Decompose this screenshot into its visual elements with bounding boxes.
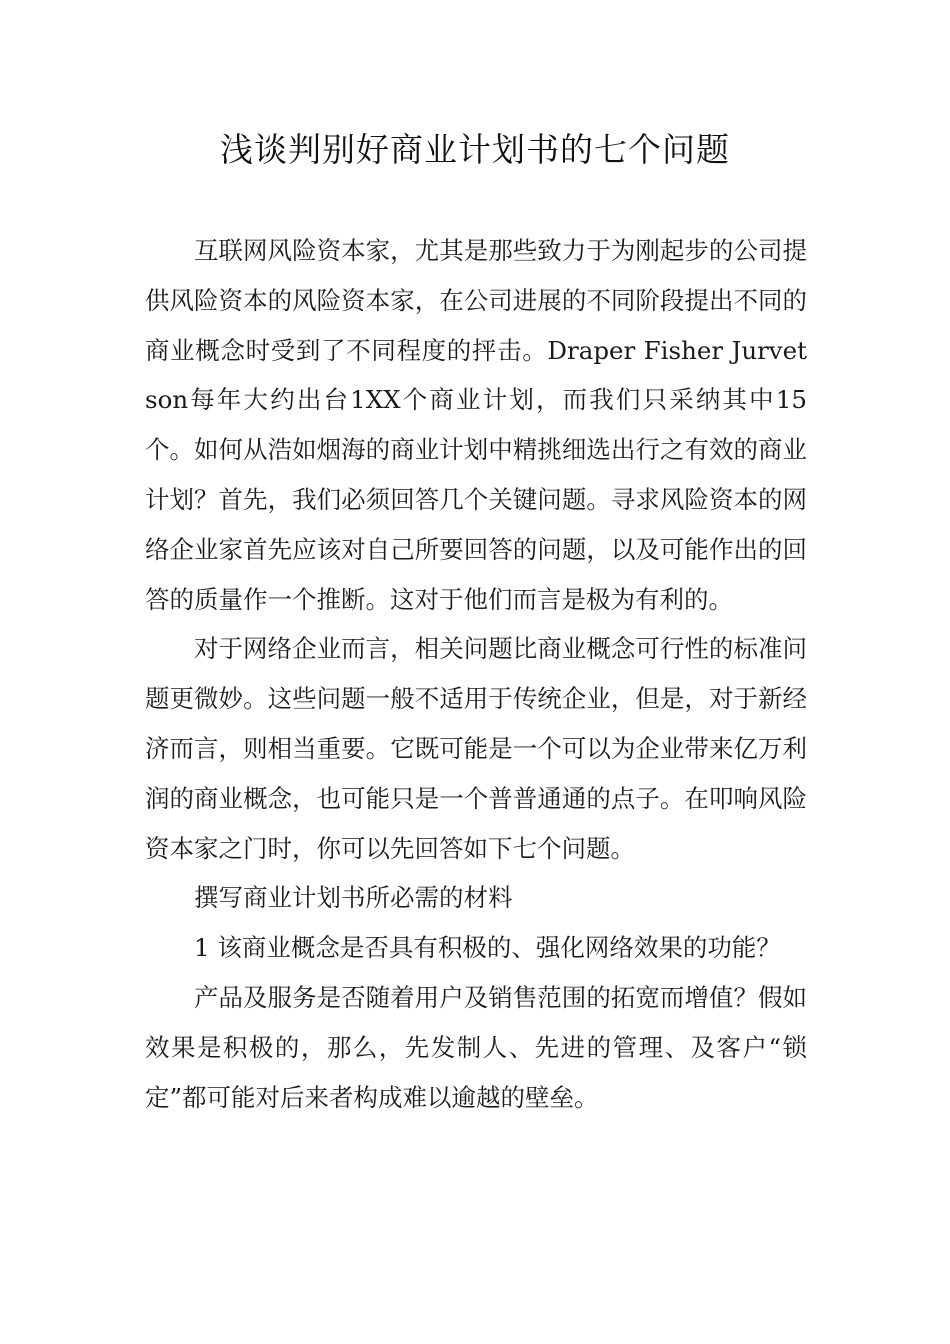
question-1-heading: 1 该商业概念是否具有积极的、强化网络效果的功能？ (194, 933, 781, 963)
paragraph-question-1: 产品及服务是否随着用户及销售范围的拓宽而增值？假如效果是积极的，那么，先发制人、先进的管理、及客户“锁定”都可能对后来者构成难以逾越的壁垒。 (145, 982, 807, 1112)
section-heading: 撰写商业计划书所必需的材料 (194, 883, 513, 913)
document-body (145, 226, 807, 1122)
paragraph-context: 对于网络企业而言，相关问题比商业概念可行性的标准问题更微妙。这些问题一般不适用于传统企业，但是，对于新经济而言，则相当重要。它既可能是一个可以为企业带来亿万利润的商业概念，也可能只是一个普普通通的点子。在叩响风险资本家之门时，你可以先回答如下七个问题。 (145, 634, 807, 863)
document-title: 浅谈判别好商业计划书的七个问题 (220, 130, 730, 169)
paragraph-intro: 互联网风险资本家，尤其是那些致力于为刚起步的公司提供风险资本的风险资本家，在公司进展的不同阶段提出不同的商业概念时受到了不同程度的抨击。Draper Fisher Jurvetson每年大约出台1XX个商业计划，而我们只采纳其中15个。如何从浩如烟海的商业计划中精挑细选出行之有效的商业计划？首先，我们必须回答几个关键问题。寻求风险资本的网络企业家首先应该对自己所要回答的问题，以及可能作出的回答的质量作一个推断。这对于他们而言是极为有利的。 (145, 236, 807, 614)
